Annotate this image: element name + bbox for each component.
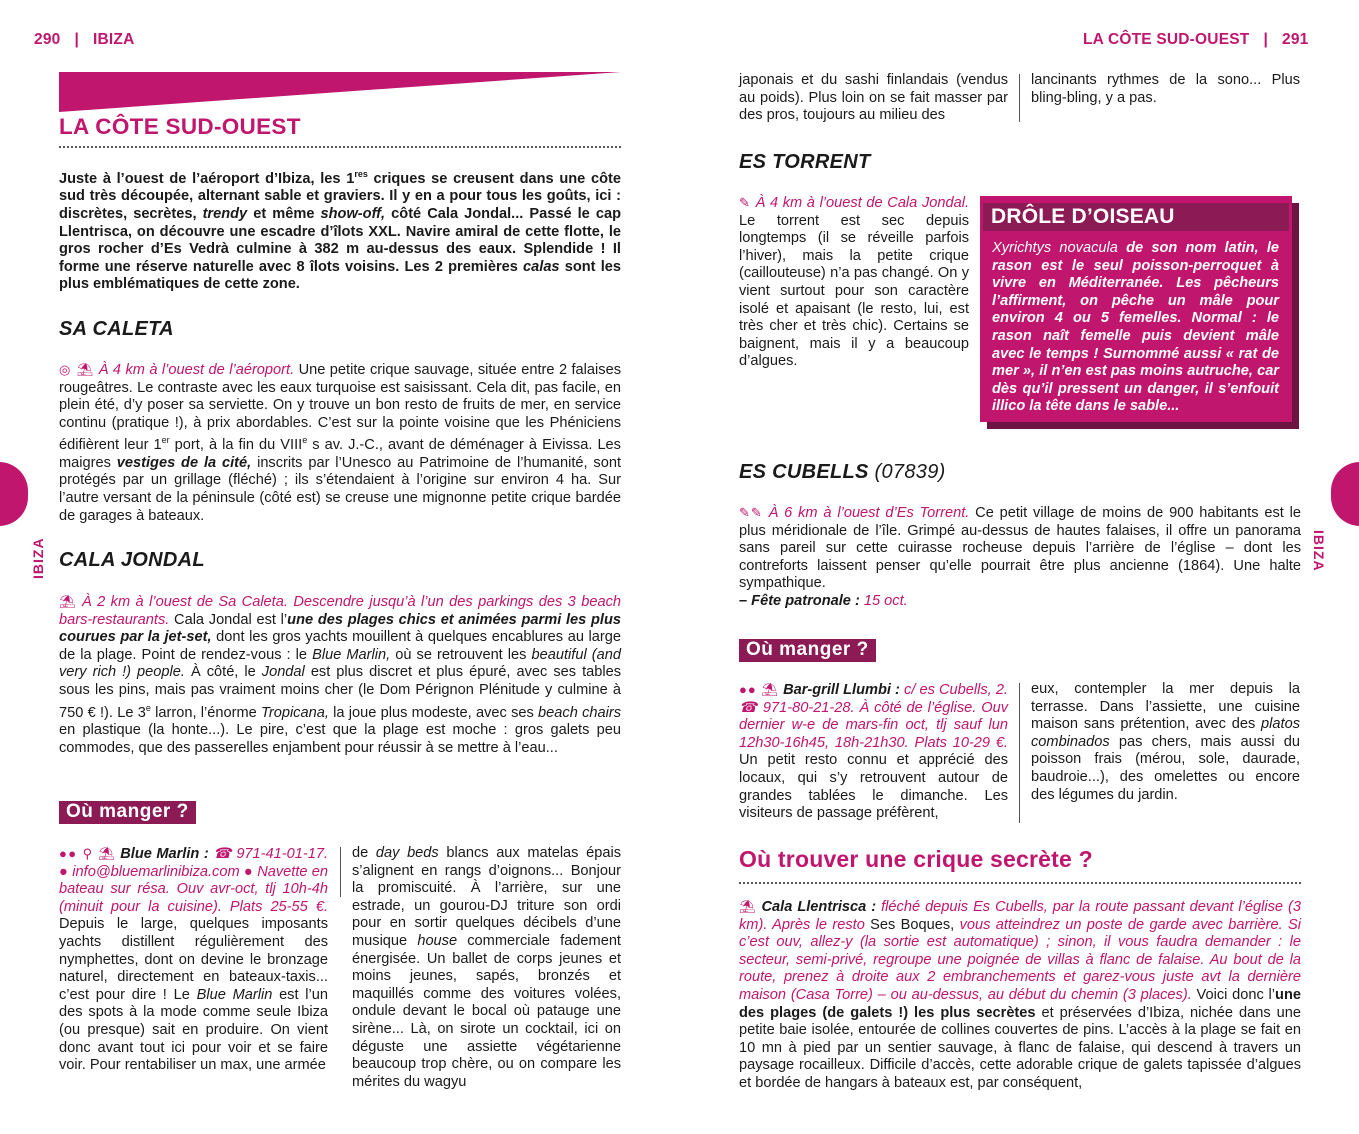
llumbi-col2: eux, contempler la mer depuis la terrasse. Dans l’assiette, une cuisine maison sans prétention, avec des platos combinados pas chers, mais aussi du poisson frais (mérou, sole, daurade, baudroie...), des omelettes ou encore des légumes du jardin. xyxy=(1031,681,1300,803)
side-tab-right xyxy=(1331,462,1359,526)
es-cubells-title: ES CUBELLS (07839) xyxy=(739,461,946,483)
dotted-rule xyxy=(59,146,621,148)
crique-title: Où trouver une crique secrète ? xyxy=(739,846,1093,872)
continued-col1: japonais et du sashi finlandais (vendus au poids). Plus loin on se fait masser par des pros, toujours au milieu des xyxy=(739,72,1008,124)
page-number-right: 291 xyxy=(1282,31,1309,48)
beach-icon: ⛱ xyxy=(739,899,757,914)
sa-caleta-text: ◎ ⛱ À 4 km à l’ouest de l’aéroport. Une petite crique sauvage, située entre 2 falaises rougeâtres. Le contraste avec les eaux turquoise est saisissant. Cela dit, pas facile, en plein été, d’y poser sa serviette. On y trouve un bon resto de fruits de mer, en service continu (pratique !), à prix abordables. C’est sur la pointe voisine que les Phéniciens édifièrent leur 1er port, à la fin du VIIIe s av. J.-C., avant de déménager à Eivissa. Les maigres vestiges de la cité, inscrits par l’Unesco au Patrimoine de l’humanité, sont protégés par un grillage (fléché) ; ils s’étendaient à l’origine sur environ 4 ha. Sur l’autre versant de la péninsule (côté est) se creuse une mignonne petite crique bardée de garages à bateaux. xyxy=(59,362,621,524)
crique-text: ⛱ Cala Llentrisca : fléché depuis Es Cubells, par la route passant devant l’église (3 km). Après le resto Ses Boques, vous atteindrez un poste de garde avec barrière. Si c’est ouv, allez-y (la sortie est automatique) ; sinon, il vous faudra demander : le secteur, semi-privé, regroupe une poignée de villas à flanc de falaise. Au bout de la route, prenez à droite aux 2 embranchements et garez-vous juste avt la dernière maison (Casa Torre) – ou au-dessus, au début du chemin (3 places). Voici donc l’une des plages (de galets !) les plus secrètes et préservées d’Ibiza, nichée dans une petite baie isolée, entourée de collines couvertes de pins. L’accès à la plage se fait en 10 mn à pied par un sentier sauvage, à flanc de falaise, qui descend à travers un paysage rocailleux. Difficile d’accès, cette adorable crique de galets tapissée d’algues et bordée de hangars à bateaux est, par conséquent, xyxy=(739,899,1301,1091)
side-label-left: IBIZA xyxy=(30,537,46,579)
sidebar-box-title: DRÔLE D’OISEAU xyxy=(983,203,1289,231)
beach-icon: ⛱ xyxy=(59,594,77,609)
sidebar-box-text: Xyrichtys novacula de son nom latin, le rason est le seul poisson-perroquet à vivre en Méditerranée. Les pêcheurs l’affirment, on pêche un mâle pour environ 4 ou 5 femelles. Normal : le rason naît femelle puis devient mâle avec le temps ! Surnommé aussi « rat de mer », il n’en est pas moins autruche, car dès qu’il pressent un danger, il s’enfouit illico la tête dans le sable... xyxy=(992,240,1279,415)
cala-jondal-text: ⛱ À 2 km à l’ouest de Sa Caleta. Descendre jusqu’à l’un des parkings des 3 beach bars-restaurants. Cala Jondal est l’une des plages chics et animées parmi les plus courues par la jet-set, dont les gros yachts mouillent à quelques encablures au large de la plage. Point de rendez-vous : le Blue Marlin, où se retrouvent les beautiful (and very rich !) people. À côté, le Jondal est plus discret et plus épuré, avec ses tables sous les pins, mais pas vraiment moins cher (le Dom Pérignon Plénitude y culmine à 750 € !). Le 3e larron, l’énorme Tropicana, la joue plus modeste, avec ses beach chairs en plastique (la honte...). Le pire, c’est que la plage est moche : gros galets peu commodes, que des passerelles enjambent pour réussir à se mettre à l’eau... xyxy=(59,594,622,756)
running-title-right: LA CÔTE SUD-OUEST xyxy=(1083,31,1250,48)
sa-caleta-title: SA CALETA xyxy=(59,318,174,340)
side-tab-left xyxy=(0,462,28,526)
es-cubells-text: ✎✎ À 6 km à l’ouest d’Es Torrent. Ce petit village de moins de 900 habitants est le plus méridionale de l’île. Grimpé au-dessus de hautes falaises, il offre un panorama sans pareil sur cette cuirasse rocheuse depuis l’arrière de l’église – dont les contreforts laissent penser qu’elle pourrait être plus ancienne (1864). Une halte sympathique. – Fête patronale : 15 oct. xyxy=(739,505,1301,609)
intro-paragraph: Juste à l’ouest de l’aéroport d’Ibiza, les 1res criques se creusent dans une côte sud très découpée, alternant sable et graviers. Il y en a pour tous les goûts, ici : discrètes, secrètes, trendy et même show-off, côté Cala Jondal... Passé le cap Llentrisca, on découvre une escadre d’îlots XXL. Navire amiral de cette flotte, le gros rocher d’Es Vedrà culmine à 382 m au-dessus des eaux. Splendide ! Il forme une réserve naturelle avec 8 îlots voisins. Les 2 premières calas sont les plus emblématiques de cette zone. xyxy=(59,169,622,293)
blue-marlin-col2: de day beds blancs aux matelas épais s’alignent en rangs d’oignons... Bonjour la promiscuité. À l’arrière, sur une estrade, un gourou-DJ triture son ordi pour en sortir quelques décibels d’une musique house commerciale fadement énergisée. Un ballet de corps jeunes et moins jeunes, sapés, bronzés et maquillés comme des voitures volées, ondule devant le bocal où patauge une sirène... Là, on sirote un cocktail, ici on déguste une assiette végétarienne beaucoup trop chère, ou on compare les mérites du wagyu xyxy=(352,845,622,1090)
ou-manger-badge-right: Où manger ? xyxy=(739,639,876,662)
side-label-right: IBIZA xyxy=(1311,530,1327,572)
page-number-left: 290 xyxy=(34,31,61,48)
section-title: LA CÔTE SUD-OUEST xyxy=(59,114,301,139)
beach-icon: ◎ ⛱ xyxy=(59,362,95,377)
left-page-header: 290 | IBIZA xyxy=(34,31,135,48)
cala-jondal-title: CALA JONDAL xyxy=(59,549,205,571)
dotted-rule xyxy=(739,882,1301,884)
section-banner xyxy=(59,72,621,112)
running-title-left: IBIZA xyxy=(93,31,135,48)
restaurant-icon: ●● ⚲ ⛱ xyxy=(59,846,116,861)
viewpoint-icon: ✎✎ xyxy=(739,505,763,520)
column-divider xyxy=(1019,74,1020,122)
ou-manger-badge-left: Où manger ? xyxy=(59,801,196,824)
right-page-header: LA CÔTE SUD-OUEST | 291 xyxy=(1083,31,1309,48)
restaurant-icon: ●● ⛱ xyxy=(739,682,779,697)
viewpoint-icon: ✎ xyxy=(739,195,751,210)
es-torrent-title: ES TORRENT xyxy=(739,151,871,173)
es-torrent-text: ✎ À 4 km à l’ouest de Cala Jondal. Le torrent est sec depuis longtemps (il se réveille parfois l’hiver), mais la petite crique (caillouteuse) n’a pas changé. On y vient surtout pour son caractère isolé et apaisant (le resto, lui, est très cher et très chic). Certains se baignent, mais il y a beaucoup d’algues. xyxy=(739,195,969,370)
continued-col2: lancinants rythmes de la sono... Plus bling-bling, y a pas. xyxy=(1031,72,1300,106)
llumbi-col1: ●● ⛱ Bar-grill Llumbi : c/ es Cubells, 2. ☎ 971-80-21-28. À côté de l’église. Ouv dernier w-e de mars-fin oct, tlj sauf lun 12h30-16h45, 18h-21h30. Plats 10-29 €. Un petit resto connu et apprécié des locaux, qui s’y retrouvent autour de grandes tablées le dimanche. Les visiteurs de passage préfèrent, xyxy=(739,682,1008,822)
blue-marlin-col1: ●● ⚲ ⛱ Blue Marlin : ☎ 971-41-01-17. ● info@bluemarlinibiza.com ● Navette en bateau sur résa. Ouv avr-oct, tlj 10h-4h (minuit pour la cuisine). Plats 25-55 €. Depuis le large, quelques imposants yachts distillent régulièrement des nymphettes, dont on devine le bronzage naturel, directement en bateaux-taxis... c’est pour dire ! Le Blue Marlin est l’un des spots à la mode comme seule Ibiza (ou presque) sait en produire. On vient donc avant tout ici pour voir et se faire voir. Pour rentabiliser un max, une armée xyxy=(59,846,329,1074)
column-divider xyxy=(1019,683,1020,823)
column-divider xyxy=(340,847,341,897)
